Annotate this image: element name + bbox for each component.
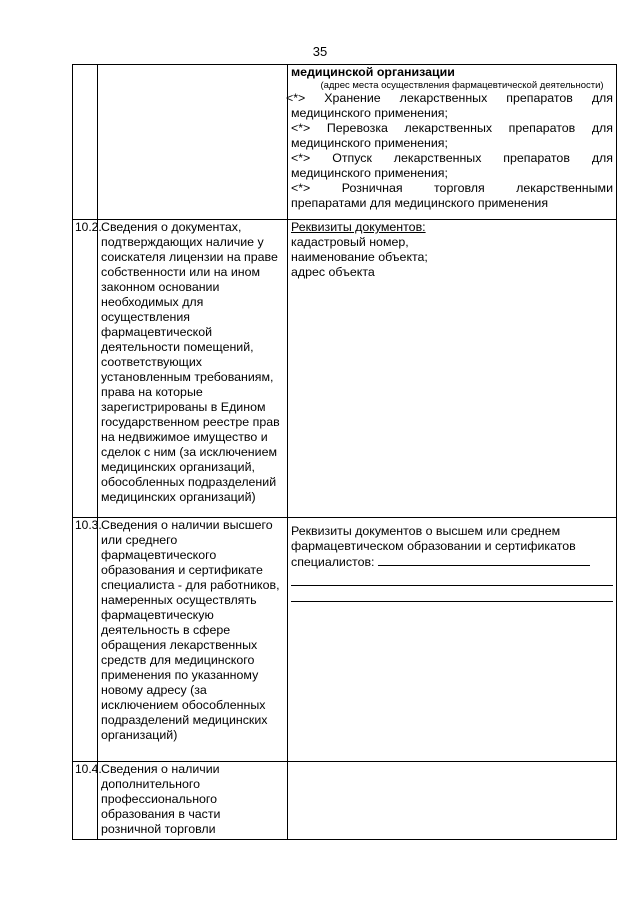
- application-table: [72, 64, 617, 840]
- activity-item[interactable]: <*> Отпуск лекарственных препаратов для медицинского применения;: [291, 151, 613, 180]
- table-row: [73, 220, 617, 518]
- row-description: Сведения о наличии дополнительного профессионального образования в части розничной торговли: [98, 762, 288, 840]
- row-description-cell: [98, 65, 288, 220]
- table-row: [73, 65, 617, 220]
- row-answer-cell[interactable]: [288, 220, 617, 518]
- cadastral-number-label: кадастровый номер,: [291, 235, 409, 249]
- row-answer-cell[interactable]: [288, 762, 617, 840]
- activity-item[interactable]: <*> Хранение лекарственных препаратов для медицинского применения;: [286, 91, 613, 120]
- requisites-label: Реквизиты документов:: [291, 220, 426, 234]
- row-number: 10.2.: [73, 220, 98, 518]
- row-number: 10.4.: [73, 762, 98, 840]
- specialists-input-line[interactable]: [378, 554, 590, 566]
- answer-text: Реквизиты документов о высшем или среднем: [291, 524, 561, 538]
- object-address-label: адрес объекта: [291, 265, 375, 279]
- specialists-line: [291, 554, 613, 570]
- row-answer-cell: [288, 518, 617, 762]
- activity-item[interactable]: <*> Розничная торговля лекарственными препаратами для медицинского применения: [291, 181, 613, 210]
- specialists-label: специалистов:: [291, 555, 375, 569]
- row-description: Сведения о наличии высшего или среднего фармацевтического образования и сертификате специалиста - для работников, намеренных осуществлять фармацевтическую деятельность в сфере обращения лекарственных средств для медицинского применения по указанному новому адресу (за исключением обособленных подразделений медицинских организаций): [98, 518, 288, 762]
- row-number: 10.3.: [73, 518, 98, 762]
- row-number-cell: [73, 65, 98, 220]
- fill-in-line[interactable]: [291, 586, 613, 602]
- table-row: [73, 518, 617, 762]
- table-row: [73, 762, 617, 840]
- activity-address-cell: [288, 65, 617, 220]
- activity-item[interactable]: <*> Перевозка лекарственных препаратов для медицинского применения;: [291, 121, 613, 150]
- fill-in-line[interactable]: [291, 570, 613, 586]
- page-number: 35: [312, 44, 328, 59]
- address-note: (адрес места осуществления фармацевтической деятельности): [320, 80, 604, 91]
- answer-text: фармацевтическом образовании и сертификатов: [291, 539, 576, 553]
- medical-organization-heading: медицинской организации: [291, 65, 455, 79]
- row-description: Сведения о документах, подтверждающих наличие у соискателя лицензии на праве собственности или на ином законном основании необходимых для осуществления фармацевтической деятельности помещений, соответствующих установленным требованиям, права на которые зарегистрированы в Едином государственном реестре прав на недвижимое имущество и сделок с ним (за исключением медицинских организаций, обособленных подразделений медицинских организаций): [98, 220, 288, 518]
- object-name-label: наименование объекта;: [291, 250, 428, 264]
